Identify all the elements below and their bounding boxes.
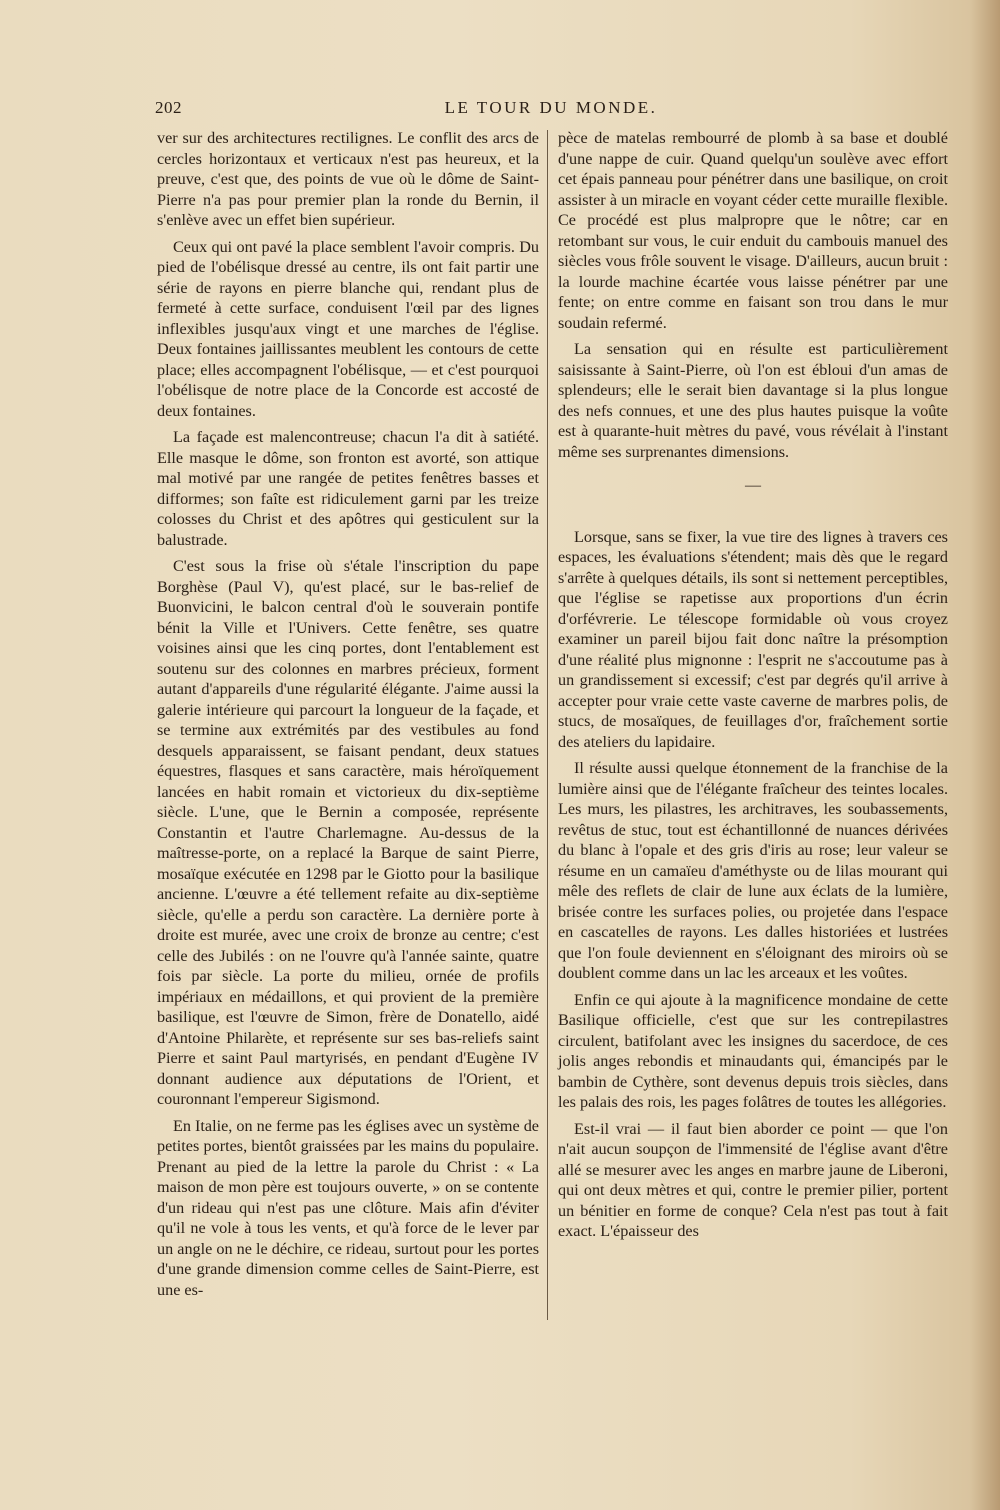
paragraph: En Italie, on ne ferme pas les églises avec un système de petites portes, bientôt graissées par les mains du populaire. Prenant au pied de la lettre la parole du Christ : « La maison de mon père est toujours ouverte, » on se contente d'un rideau qui n'est pas une clôture. Mais afin d'éviter qu'il ne vole à tous les vents, et qu'à force de le lever par un angle on ne le déchire, ce rideau, surtout pour les portes d'une grande dimension comme celles de Saint-Pierre, est une es- <box>157 1116 539 1299</box>
section-separator: — <box>745 477 761 494</box>
running-title: LE TOUR DU MONDE. <box>444 98 658 117</box>
paragraph: La sensation qui en résulte est particulièrement saisissante à Saint-Pierre, où l'on est ébloui d'un amas de splendeurs; elle le serait bien davantage si la plus longue des nefs connues, et une des plus hautes puisque la voûte est à quarante-huit mètres du pavé, vous révélait à l'instant même ses surprenantes dimensions. <box>558 340 948 461</box>
paragraph: pèce de matelas rembourré de plomb à sa base et doublé d'une nappe de cuir. Quand quelqu'un soulève avec effort cet épais panneau pour pénétrer dans une basilique, on croit assister à un miracle en voyant céder cette muraille flexible. Ce procédé est plus malpropre que le nôtre; car en retombant sur vous, le cuir enduit du cambouis manuel des siècles vous frôle souvent le visage. D'ailleurs, aucun bruit : la lourde machine écartée vous laisse pénétrer par une fente; on entre comme en faisant son trou dans le mur soudain refermé. <box>558 129 948 332</box>
column-divider <box>547 130 548 1320</box>
paragraph: ver sur des architectures rectilignes. Le conflit des arcs de cercles horizontaux et verticaux n'est pas heureux, et la preuve, c'est que, des points de vue où le dôme de Saint-Pierre n'a pas pour premier plan la ronde du Bernin, il s'enlève avec un effet bien supérieur. <box>157 129 539 229</box>
paragraph: Il résulte aussi quelque étonnement de la franchise de la lumière ainsi que de l'élégante fraîcheur des teintes locales. Les murs, les pilastres, les architraves, les soubassements, revêtus de stuc, tout est échantillonné de nuances dérivées du blanc à l'opale et des gris d'iris au rose; leur valeur se résume en un camaïeu d'améthyste ou de lilas mourant qui mêle des reflets de clair de lune aux éclats de la lumière, brisée contre les surfaces polies, ou projetée dans l'espace en cascatelles de rayons. Les dalles historiées et lustrées que l'on foule deviennent en s'éloignant des miroirs où se doublent comme dans un lac les arceaux et les voûtes. <box>558 759 948 982</box>
paragraph: La façade est malencontreuse; chacun l'a dit à satiété. Elle masque le dôme, son fronton est avorté, son attique mal motivé par une rangée de petites fenêtres basses et difformes; son faîte est ridiculement garni par les treize colosses du Christ et des apôtres qui gesticulent sur la balustrade. <box>157 428 539 549</box>
paragraph: Lorsque, sans se fixer, la vue tire des lignes à travers ces espaces, les évaluations s'étendent; mais dès que le regard s'arrête à quelques détails, ils sont si nettement perceptibles, que l'église se rapetisse aux proportions d'un écrin d'orfévrerie. Le télescope formidable où vous croyez examiner un pareil bijou fait donc naître la présomption d'une réalité plus mignonne : l'esprit ne s'accoutume pas à un grandissement si excessif; c'est par degrés qu'il arrive à accepter pour vraie cette vaste caverne de marbres polis, de stucs, de mosaïques, de feuillages d'or, fraîchement sortie des ateliers du lapidaire. <box>558 527 948 751</box>
left-column <box>157 128 539 1306</box>
page-header <box>155 98 947 122</box>
paragraph: C'est sous la frise où s'étale l'inscription du pape Borghèse (Paul V), qu'est placé, sur le bas-relief de Buonvicini, le balcon central d'où le souverain pontife bénit la Ville et l'Univers. Cette fenêtre, ses quatre voisines ainsi que les cinq portes, dont l'entablement est soutenu sur des colonnes en marbres précieux, forment autant d'appareils d'une régularité élégante. J'aime aussi la galerie intérieure qui parcourt la longueur de la façade, et se termine aux extrémités par des vestibules au fond desquels apparaissent, se faisant pendant, deux statues équestres, flasques et sans caractère, mais héroïquement lancées en habit romain et victorieux du dix-septième siècle. L'une, que le Bernin a composée, représente Constantin et l'autre Charlemagne. Au-dessus de la maîtresse-porte, on a replacé la Barque de saint Pierre, mosaïque exécutée en 1298 par le Giotto pour la basilique ancienne. L'œuvre a été tellement refaite au dix-septième siècle, qu'elle a perdu son caractère. La dernière porte à droite est murée, avec une croix de bronze au centre; c'est celle des Jubilés : on ne l'ouvre qu'à l'année sainte, quatre fois par siècle. La porte du milieu, ornée de profils impériaux en médaillons, et qui provient de la première basilique, est l'œuvre de Simon, frère de Donatello, aidé d'Antoine Philarète, et représente sur ses bas-reliefs saint Pierre et saint Paul martyrisés, en pendant d'Eugène IV donnant audience aux députations de l'Orient, et couronnant l'empereur Sigismond. <box>157 557 539 1108</box>
right-column <box>558 128 948 1248</box>
paragraph: Ceux qui ont pavé la place semblent l'avoir compris. Du pied de l'obélisque dressé au centre, ils ont fait partir une série de rayons en pierre blanche qui, rendant plus de fermeté à cette surface, conduisent l'œil par des lignes inflexibles jusqu'aux vingt et une marches de l'église. Deux fontaines jaillissantes meublent les contours de cette place; elles accompagnent l'obélisque, — et c'est pourquoi l'obélisque de notre place de la Concorde est accosté de deux fontaines. <box>157 237 539 420</box>
paragraph: Enfin ce qui ajoute à la magnificence mondaine de cette Basilique officielle, c'est que sur les contrepilastres circulent, batifolant avec les insignes du sacerdoce, de ces jolis anges rebondis et minaudants qui, émancipés par le bambin de Cythère, sont devenus depuis trois siècles, dans les palais des rois, les pages folâtres de toutes les allégories. <box>558 990 948 1111</box>
paragraph: Est-il vrai — il faut bien aborder ce point — que l'on n'ait aucun soupçon de l'immensité de l'église avant d'être allé se mesurer avec les anges en marbre jaune de Liberoni, qui ont deux mètres et qui, contre le premier pilier, portent un bénitier en forme de conque? Cela n'est pas tout à fait exact. L'épaisseur des <box>558 1119 948 1240</box>
page-number: 202 <box>155 98 182 117</box>
